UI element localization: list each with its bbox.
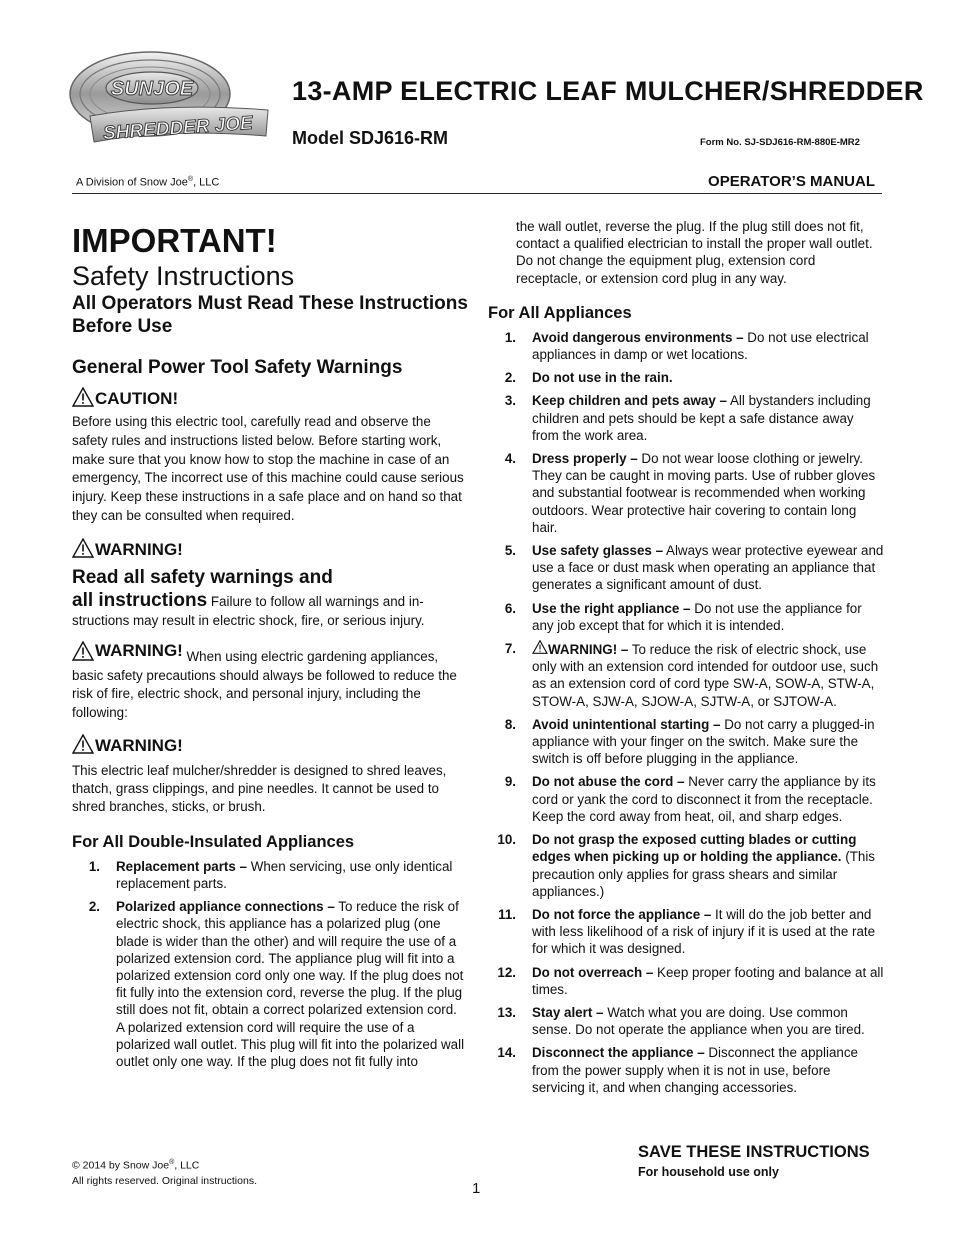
item-text [532, 831, 884, 900]
list-item [488, 1004, 884, 1038]
safety-instructions-heading: Safety Instructions [72, 261, 295, 291]
read-warnings-heading-b: all instructions [72, 589, 208, 611]
item-text [532, 1004, 884, 1038]
item-text [532, 1044, 884, 1096]
left-column [72, 222, 468, 1076]
list-item [488, 369, 884, 386]
all-appliances-heading: For All Appliances [488, 303, 632, 322]
item-body: All bystanders including children and pets should be kept a safe distance away from the work area. [532, 393, 871, 443]
warning-triangle-icon [532, 640, 548, 654]
save-instructions: SAVE THESE INSTRUCTIONS [638, 1143, 870, 1161]
item-bold-lead: Do not overreach – [532, 964, 654, 980]
item-body: Watch what you are doing. Use common sense. Do not operate the appliance when you are tired. [532, 1004, 865, 1038]
all-appliances-list [488, 329, 884, 1096]
warning-heading-1 [72, 538, 468, 558]
document-title: 13-AMP ELECTRIC LEAF MULCHER/SHREDDER [292, 76, 924, 106]
warning-triangle-icon [72, 734, 94, 754]
list-item [72, 898, 468, 1070]
copyright-text: © 2014 by Snow Joe [72, 1159, 170, 1172]
division-line [76, 176, 219, 189]
general-safety-heading: General Power Tool Safety Warnings [72, 357, 403, 378]
read-warnings-text [72, 589, 468, 629]
item-bold-lead: Disconnect the appliance – [532, 1045, 705, 1061]
caution-label: CAUTION! [95, 388, 179, 408]
item-number: 7. [504, 641, 516, 657]
item-number: 14. [497, 1045, 516, 1061]
model-number: Model SDJ616-RM [292, 128, 449, 148]
double-insulated-list [72, 858, 468, 1070]
item-bold-lead: Do not use in the rain. [532, 370, 673, 386]
list-item [488, 329, 884, 363]
warning-paragraph-2 [72, 641, 468, 722]
item-bold-lead: Use safety glasses – [532, 543, 664, 559]
item-bold-lead: Dress properly – [532, 451, 638, 467]
form-number: Form No. SJ-SDJ616-RM-880E-MR2 [700, 137, 860, 148]
division-text: A Division of Snow Joe [76, 176, 188, 189]
item-text [532, 392, 884, 444]
item-number: 4. [504, 451, 516, 467]
warning-triangle-icon [72, 538, 94, 558]
list-item [488, 773, 884, 825]
item-bold-lead: Replacement parts – [116, 858, 247, 874]
item-number: 8. [504, 716, 516, 732]
rights-line: All rights reserved. Original instructions. [72, 1174, 257, 1187]
registered-mark: ® [187, 176, 194, 183]
warning-triangle-icon [72, 387, 94, 407]
item-bold-lead: Do not abuse the cord – [532, 774, 685, 790]
item-number: 10. [497, 832, 516, 848]
copyright-notice [72, 1155, 257, 1189]
item-number: 3. [504, 393, 516, 409]
item-bold-lead: Avoid dangerous environments – [532, 329, 744, 345]
item-text [532, 964, 884, 998]
household-use-note: For household use only [638, 1165, 779, 1179]
list-item [488, 640, 884, 710]
registered-mark: ® [169, 1159, 175, 1166]
item-bold-lead: Do not force the appliance – [532, 906, 712, 922]
item-text [532, 450, 884, 536]
logo-bottom-text: SHREDDER JOE [102, 112, 254, 145]
item-text [532, 716, 884, 768]
list-item [488, 392, 884, 444]
item-bold-lead: Use the right appliance – [532, 600, 691, 616]
item-number: 6. [504, 600, 516, 616]
item-number: 1. [88, 858, 100, 874]
list-item [488, 964, 884, 998]
item-text [532, 600, 884, 634]
item-number: 12. [497, 964, 516, 980]
item-body: Do not use electrical appliances in damp or wet locations. [532, 329, 869, 363]
list-item [488, 600, 884, 634]
item-body: Do not use the appliance for any job except that for which it is intended. [532, 600, 862, 633]
header-divider [72, 193, 882, 194]
right-column [488, 218, 884, 1102]
warning3-text: This electric leaf mulcher/shredder is designed to shred leaves, thatch, grass clippings, and pine needles. It cannot be used to shred branches, sticks, or brush. [72, 763, 447, 814]
warning-heading-3 [72, 734, 468, 754]
important-heading: IMPORTANT! [72, 222, 277, 259]
warning1-text: Failure to follow all warnings and in-structions may result in electric shock, fire, or serious injury. [72, 593, 425, 628]
list-item [488, 716, 884, 768]
copyright-suffix: , LLC [174, 1159, 200, 1172]
item-text [532, 329, 884, 363]
warning-label: WARNING! [95, 736, 183, 756]
item-text [116, 898, 468, 1070]
read-instructions-heading: All Operators Must Read These Instructions Before Use [72, 293, 468, 337]
list-item [488, 1044, 884, 1096]
warning2-text: When using electric gardening appliances, basic safety precautions should always be followed to reduce the risk of fire, electric shock, and personal injury, including the following: [72, 648, 457, 720]
item-body: Do not carry a plugged-in appliance with your finger on the switch. Make sure the switch is off before plugging in the appliance. [532, 716, 875, 767]
item-body: Disconnect the appliance from the power supply when it is not in use, before servicing it, and when changing accessories. [532, 1045, 858, 1095]
list-item [488, 542, 884, 594]
item-text [532, 773, 884, 825]
logo-top-text: SUNJOE [110, 78, 194, 100]
item-bold-lead: Keep children and pets away – [532, 393, 727, 409]
item-number: 1. [504, 329, 516, 345]
sunjoe-shredder-joe-logo [68, 50, 273, 150]
item-number: 13. [497, 1004, 516, 1020]
item-bold-lead: Polarized appliance connections – [116, 899, 335, 915]
item-bold-lead: Stay alert – [532, 1004, 604, 1020]
item-number: 2. [88, 899, 100, 915]
caution-text: Before using this electric tool, carefully read and observe the safety rules and instructions listed below. Before starting work, make sure that you know how to stop the machine in case of an emergency, The incorrect use of this machine could cause serious injury. Keep these instructions in a safe place and on hand so that they can be consulted when required. [72, 414, 464, 523]
copyright-line [72, 1155, 257, 1174]
warning-label: WARNING! [95, 539, 183, 559]
item-text [532, 906, 884, 958]
item-body: To reduce the risk of electric shock, use only with an extension cord intended for outdoor use, such as an extension cord of cord type SW-A, SOW-A, STW-A, STOW-A, SJW-A, SJOW-A, SJTW-A, or SJTOW-A. [532, 642, 879, 709]
item-text [532, 542, 884, 594]
item-body: Keep proper footing and balance at all times. [532, 964, 884, 997]
item-text [532, 369, 884, 386]
item-body: Always wear protective eyewear and use a face or dust mask when operating an appliance that generates a significant amount of dust. [532, 543, 884, 593]
read-warnings-heading: Read all safety warnings and [72, 566, 333, 588]
item-number: 2. [504, 370, 516, 386]
page-number: 1 [472, 1180, 481, 1197]
item-number: 5. [504, 543, 516, 559]
continued-text: the wall outlet, reverse the plug. If the plug still does not fit, contact a qualified electrician to install the proper wall outlet. Do not change the equipment plug, extension cord receptacle, or extension cord plug in any way. [516, 219, 873, 286]
division-suffix: , LLC [193, 176, 220, 189]
operators-manual-label: OPERATOR’S MANUAL [708, 173, 875, 190]
item-body: Do not wear loose clothing or jewelry. They can be caught in moving parts. Use of rubber gloves and substantial footwear is recommended when working outdoors. Wear protective hair covering to contain long hair. [532, 451, 876, 535]
item-body: It will do the job better and with less likelihood of a risk of injury if it is used at the rate for which it was designed. [532, 906, 876, 957]
item-body: When servicing, use only identical replacement parts. [116, 858, 453, 891]
item-body: (This precaution only applies for grass shears and similar appliances.) [532, 849, 875, 899]
list-item [72, 858, 468, 892]
item-bold-lead: WARNING! – [548, 642, 629, 658]
item-bold-lead: Do not grasp the exposed cutting blades or cutting edges when picking up or holding the appliance. [532, 832, 857, 865]
item-body: Never carry the appliance by its cord or yank the cord to disconnect it from the receptacle. Keep the cord away from heat, oil, and sharp edges. [532, 774, 876, 824]
item-text [532, 640, 884, 710]
list-item [488, 831, 884, 900]
item-number: 11. [498, 906, 516, 922]
warning-heading-2 [72, 641, 183, 661]
warning-label: WARNING! [95, 641, 183, 661]
caution-heading [72, 387, 468, 407]
item-text [116, 858, 468, 892]
warning-triangle-icon [72, 641, 94, 661]
item-number: 9. [504, 774, 516, 790]
list-item [488, 450, 884, 536]
item-bold-lead: Avoid unintentional starting – [532, 716, 721, 732]
item-body: To reduce the risk of electric shock, this appliance has a polarized plug (one blade is wider than the other) and will require the use of a polarized extension cord. The appliance plug will fit into a polarized extension cord only one way. If the plug does not fit fully into the extension cord, reverse the plug. If the plug still does not fit, obtain a correct polarized extension cord. A polarized extension cord will require the use of a polarized wall outlet. This plug will fit into the polarized wall outlet only one way. If the plug does not fit fully into [116, 899, 465, 1069]
list-item [488, 906, 884, 958]
double-insulated-heading: For All Double-Insulated Appliances [72, 832, 355, 851]
